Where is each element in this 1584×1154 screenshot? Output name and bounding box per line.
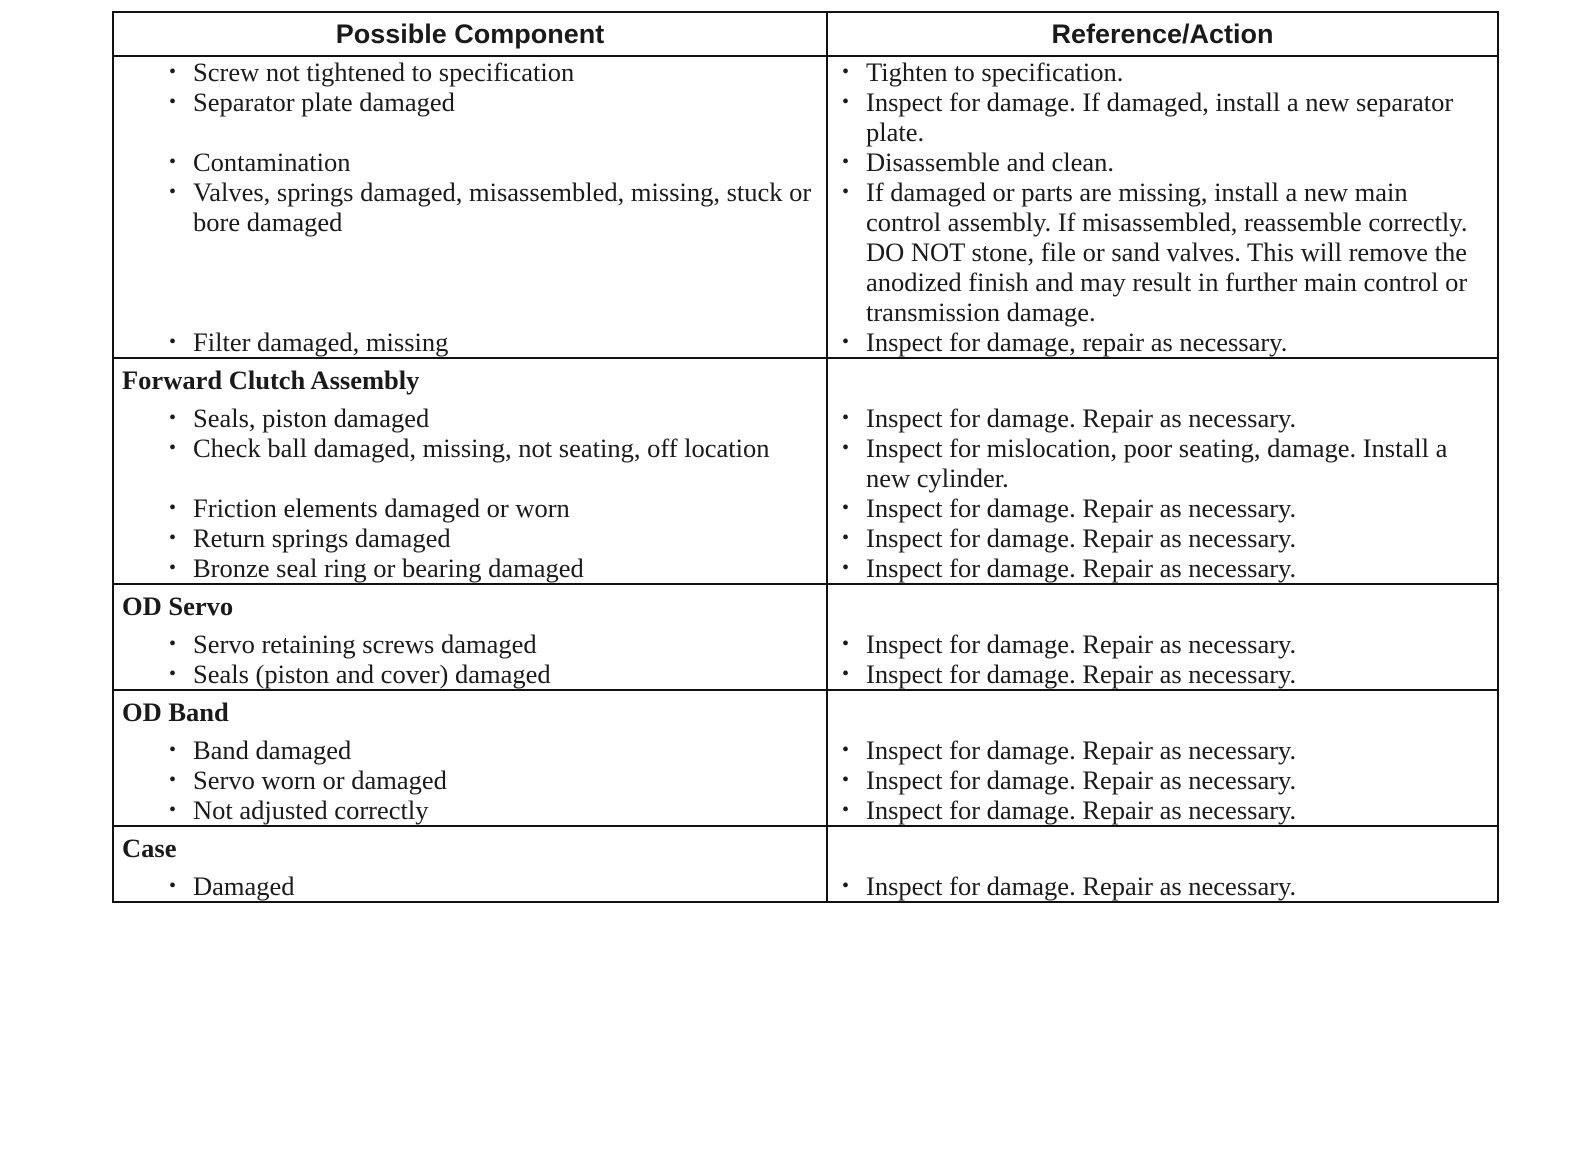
action-text: Inspect for damage. Repair as necessary. — [866, 735, 1297, 765]
bullet-icon: • — [842, 437, 850, 459]
bullet-item — [169, 57, 812, 87]
action-text: Inspect for damage. Repair as necessary. — [866, 871, 1297, 901]
component-text: Servo worn or damaged — [193, 765, 447, 795]
bullet-icon: • — [842, 527, 850, 549]
reference-action-cell — [827, 871, 1498, 902]
reference-action-cell — [827, 147, 1498, 177]
reference-action-cell — [827, 765, 1498, 795]
bullet-item — [842, 57, 1479, 87]
reference-action-cell — [827, 523, 1498, 553]
possible-component-cell — [113, 177, 827, 327]
bullet-icon: • — [842, 91, 850, 113]
bullet-icon: • — [169, 633, 177, 655]
component-text: Screw not tightened to specification — [193, 57, 575, 87]
bullet-item — [169, 765, 812, 795]
component-text: Damaged — [193, 871, 295, 901]
reference-action-cell — [827, 403, 1498, 433]
bullet-icon: • — [169, 331, 177, 353]
reference-action-cell — [827, 735, 1498, 765]
section-heading-row — [113, 584, 1498, 629]
bullet-icon: • — [169, 61, 177, 83]
bullet-item — [169, 871, 812, 901]
component-text: Bronze seal ring or bearing damaged — [193, 553, 584, 583]
possible-component-cell — [113, 403, 827, 433]
header-possible-component: Possible Component — [113, 12, 827, 56]
bullet-icon: • — [169, 769, 177, 791]
reference-action-cell — [827, 433, 1498, 493]
table-row — [113, 765, 1498, 795]
bullet-icon: • — [842, 799, 850, 821]
section-heading: Case — [113, 826, 827, 871]
bullet-item — [169, 403, 812, 433]
section-heading: OD Band — [113, 690, 827, 735]
bullet-item — [842, 147, 1479, 177]
action-text: If damaged or parts are missing, install a new main control assembly. If misassembled, reassemble correctly. DO NOT stone, file or sand valves. This will remove the anodized finish and may result in further main control or transmission damage. — [866, 177, 1468, 327]
table-row — [113, 871, 1498, 902]
action-text: Inspect for mislocation, poor seating, damage. Install a new cylinder. — [866, 433, 1448, 493]
bullet-item — [842, 87, 1479, 147]
section-heading-empty-cell — [827, 358, 1498, 403]
bullet-icon: • — [169, 527, 177, 549]
bullet-item — [842, 433, 1479, 493]
section-heading-empty-cell — [827, 826, 1498, 871]
bullet-item — [842, 553, 1479, 583]
bullet-icon: • — [842, 181, 850, 203]
reference-action-cell — [827, 493, 1498, 523]
possible-component-cell — [113, 765, 827, 795]
bullet-item — [842, 403, 1479, 433]
action-text: Inspect for damage. Repair as necessary. — [866, 795, 1297, 825]
bullet-icon: • — [169, 663, 177, 685]
component-text: Return springs damaged — [193, 523, 451, 553]
bullet-icon: • — [169, 497, 177, 519]
bullet-item — [169, 493, 812, 523]
component-text: Band damaged — [193, 735, 352, 765]
possible-component-cell — [113, 553, 827, 584]
component-text: Check ball damaged, missing, not seating, off location — [193, 433, 770, 463]
component-text: Not adjusted correctly — [193, 795, 429, 825]
bullet-item — [842, 523, 1479, 553]
reference-action-cell — [827, 177, 1498, 327]
possible-component-cell — [113, 523, 827, 553]
table-row — [113, 735, 1498, 765]
bullet-item — [842, 765, 1479, 795]
section-heading-empty-cell — [827, 690, 1498, 735]
reference-action-cell — [827, 87, 1498, 147]
table-row — [113, 659, 1498, 690]
section-heading-row — [113, 358, 1498, 403]
action-text: Inspect for damage, repair as necessary. — [866, 327, 1288, 357]
component-text: Servo retaining screws damaged — [193, 629, 537, 659]
action-text: Inspect for damage. Repair as necessary. — [866, 493, 1297, 523]
action-text: Tighten to specification. — [866, 57, 1124, 87]
possible-component-cell — [113, 433, 827, 493]
bullet-icon: • — [169, 181, 177, 203]
bullet-icon: • — [169, 739, 177, 761]
bullet-item — [169, 659, 812, 689]
bullet-icon: • — [842, 739, 850, 761]
table-row — [113, 56, 1498, 87]
reference-action-cell — [827, 553, 1498, 584]
diagnosis-table — [112, 11, 1499, 903]
bullet-item — [842, 629, 1479, 659]
reference-action-cell — [827, 795, 1498, 826]
bullet-item — [842, 871, 1479, 901]
bullet-item — [169, 553, 812, 583]
bullet-icon: • — [169, 407, 177, 429]
possible-component-cell — [113, 735, 827, 765]
bullet-icon: • — [842, 331, 850, 353]
bullet-icon: • — [842, 663, 850, 685]
bullet-item — [842, 177, 1479, 327]
table-row — [113, 493, 1498, 523]
component-text: Seals (piston and cover) damaged — [193, 659, 551, 689]
bullet-item — [842, 735, 1479, 765]
possible-component-cell — [113, 147, 827, 177]
table-row — [113, 433, 1498, 493]
table-row — [113, 87, 1498, 147]
bullet-item — [842, 493, 1479, 523]
action-text: Disassemble and clean. — [866, 147, 1114, 177]
bullet-icon: • — [169, 799, 177, 821]
table-body — [113, 56, 1498, 902]
possible-component-cell — [113, 659, 827, 690]
bullet-item — [169, 87, 812, 117]
table-row — [113, 403, 1498, 433]
bullet-item — [169, 327, 812, 357]
bullet-icon: • — [169, 437, 177, 459]
bullet-icon: • — [169, 91, 177, 113]
header-row — [113, 12, 1498, 56]
bullet-item — [169, 433, 812, 463]
possible-component-cell — [113, 871, 827, 902]
bullet-icon: • — [169, 557, 177, 579]
table-row — [113, 629, 1498, 659]
bullet-icon: • — [169, 151, 177, 173]
bullet-icon: • — [842, 61, 850, 83]
table-row — [113, 327, 1498, 358]
table-row — [113, 523, 1498, 553]
table-row — [113, 177, 1498, 327]
section-heading-row — [113, 690, 1498, 735]
bullet-icon: • — [842, 497, 850, 519]
reference-action-cell — [827, 56, 1498, 87]
section-heading: Forward Clutch Assembly — [113, 358, 827, 403]
bullet-icon: • — [842, 769, 850, 791]
section-heading-empty-cell — [827, 584, 1498, 629]
action-text: Inspect for damage. Repair as necessary. — [866, 765, 1297, 795]
header-reference-action: Reference/Action — [827, 12, 1498, 56]
reference-action-cell — [827, 629, 1498, 659]
bullet-icon: • — [842, 875, 850, 897]
action-text: Inspect for damage. Repair as necessary. — [866, 523, 1297, 553]
action-text: Inspect for damage. Repair as necessary. — [866, 659, 1297, 689]
table-row — [113, 553, 1498, 584]
section-heading: OD Servo — [113, 584, 827, 629]
action-text: Inspect for damage. Repair as necessary. — [866, 403, 1297, 433]
bullet-icon: • — [169, 875, 177, 897]
bullet-item — [169, 629, 812, 659]
bullet-item — [169, 523, 812, 553]
possible-component-cell — [113, 493, 827, 523]
action-text: Inspect for damage. If damaged, install a new separator plate. — [866, 87, 1454, 147]
action-text: Inspect for damage. Repair as necessary. — [866, 629, 1297, 659]
component-text: Contamination — [193, 147, 351, 177]
table-row — [113, 147, 1498, 177]
possible-component-cell — [113, 629, 827, 659]
possible-component-cell — [113, 327, 827, 358]
component-text: Valves, springs damaged, misassembled, missing, stuck or bore damaged — [193, 177, 812, 237]
component-text: Separator plate damaged — [193, 87, 455, 117]
bullet-item — [169, 147, 812, 177]
bullet-item — [169, 795, 812, 825]
action-text: Inspect for damage. Repair as necessary. — [866, 553, 1297, 583]
possible-component-cell — [113, 795, 827, 826]
bullet-item — [842, 795, 1479, 825]
bullet-icon: • — [842, 151, 850, 173]
bullet-icon: • — [842, 407, 850, 429]
component-text: Filter damaged, missing — [193, 327, 449, 357]
bullet-item — [169, 735, 812, 765]
component-text: Friction elements damaged or worn — [193, 493, 570, 523]
possible-component-cell — [113, 56, 827, 87]
bullet-item — [842, 327, 1479, 357]
section-heading-row — [113, 826, 1498, 871]
reference-action-cell — [827, 327, 1498, 358]
bullet-icon: • — [842, 557, 850, 579]
bullet-icon: • — [842, 633, 850, 655]
table-row — [113, 795, 1498, 826]
bullet-item — [842, 659, 1479, 689]
possible-component-cell — [113, 87, 827, 147]
reference-action-cell — [827, 659, 1498, 690]
component-text: Seals, piston damaged — [193, 403, 430, 433]
bullet-item — [169, 177, 812, 237]
